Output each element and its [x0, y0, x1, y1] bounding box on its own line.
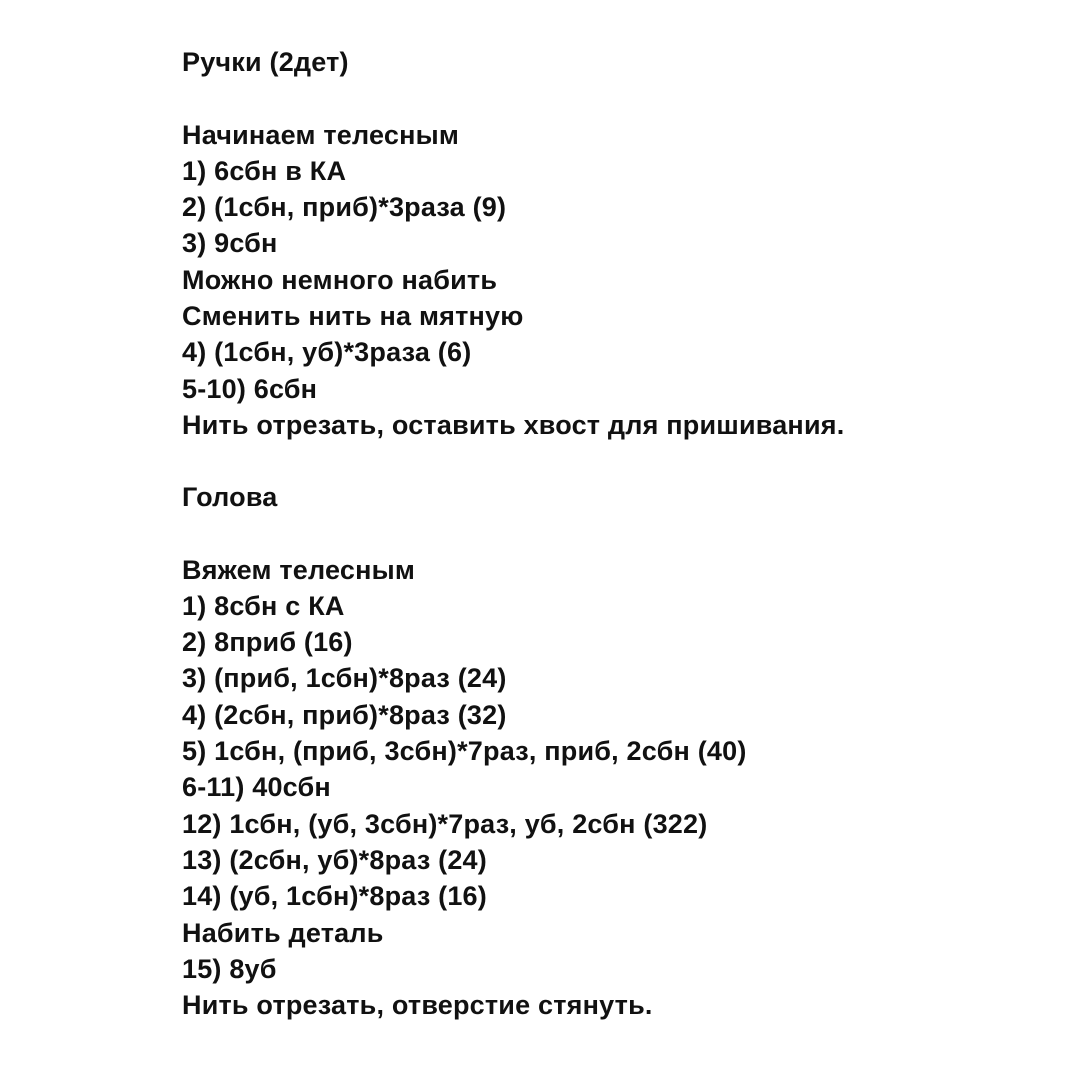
instruction-line: 4) (1сбн, уб)*3раза (6): [182, 337, 472, 368]
instruction-line: 2) (1сбн, приб)*3раза (9): [182, 192, 507, 223]
instruction-line: 15) 8уб: [182, 953, 277, 984]
instruction-line: 2) 8приб (16): [182, 627, 353, 658]
instruction-line: 1) 8сбн с КА: [182, 590, 345, 621]
instruction-line: 14) (уб, 1сбн)*8раз (16): [182, 881, 487, 912]
instruction-line: Сменить нить на мятную: [182, 301, 524, 332]
instruction-line: 6-11) 40сбн: [182, 772, 331, 803]
instruction-line: Набить деталь: [182, 917, 384, 948]
instruction-line: 5) 1сбн, (приб, 3сбн)*7раз, приб, 2сбн (40): [182, 736, 747, 767]
section-title-head: Голова: [182, 482, 278, 512]
section-title-handles: Ручки (2дет): [182, 47, 349, 77]
section-handles: [182, 44, 1042, 443]
section-head: [182, 479, 1042, 1023]
instruction-line: 12) 1сбн, (уб, 3сбн)*7раз, уб, 2сбн (322): [182, 808, 708, 839]
instruction-line: 3) (приб, 1сбн)*8раз (24): [182, 663, 507, 694]
instruction-line: Вяжем телесным: [182, 554, 416, 585]
instruction-line: Нить отрезать, оставить хвост для пришивания.: [182, 409, 845, 440]
instruction-line: 4) (2сбн, приб)*8раз (32): [182, 699, 507, 730]
instruction-line: 13) (2сбн, уб)*8раз (24): [182, 844, 487, 875]
instruction-line: Можно немного набить: [182, 264, 498, 295]
instruction-line: 1) 6сбн в КА: [182, 155, 347, 186]
instruction-line: 3) 9сбн: [182, 228, 278, 259]
instruction-line: Начинаем телесным: [182, 119, 460, 150]
instruction-line: 5-10) 6сбн: [182, 373, 318, 404]
instruction-line: Нить отрезать, отверстие стянуть.: [182, 990, 653, 1021]
